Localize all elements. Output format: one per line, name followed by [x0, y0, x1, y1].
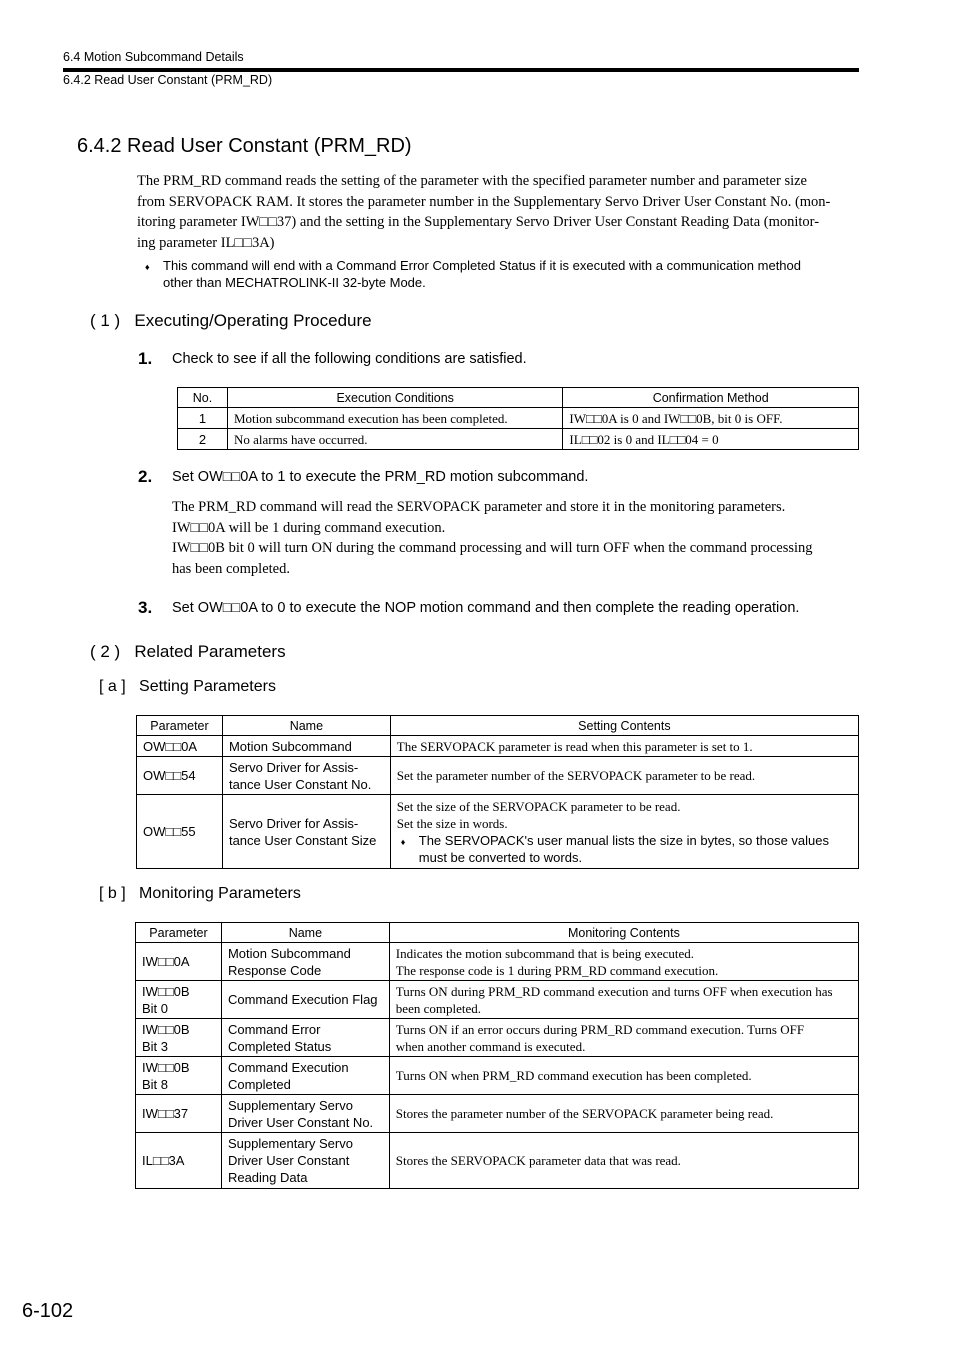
table-cell: 1 — [178, 408, 228, 429]
table-header: Parameter — [137, 716, 223, 736]
step2-detail — [172, 497, 862, 579]
setting-parameters-table — [136, 715, 859, 869]
table-cell: IL□□02 is 0 and IL□□04 = 0 — [563, 429, 859, 450]
name-line: Supplementary Servo — [227, 1097, 353, 1113]
name-cell: Motion Subcommand — [222, 736, 390, 757]
name-line: Supplementary Servo — [227, 1136, 353, 1151]
name-line: Completed Status — [227, 1038, 332, 1054]
name-cell — [221, 1019, 389, 1057]
param-cell: IL□□3A — [136, 1133, 222, 1189]
table-row — [136, 943, 859, 981]
table-header: Parameter — [136, 923, 222, 943]
name-cell — [222, 757, 390, 795]
name-line: Response Code — [227, 962, 322, 978]
step-text: Check to see if all the following conditions are satisfied. — [172, 351, 527, 367]
contents-cell — [389, 981, 858, 1019]
intro-line: The PRM_RD command reads the setting of the parameter with the specified parameter number and parameter size — [137, 173, 807, 189]
execution-conditions-table — [177, 387, 859, 450]
name-line: Servo Driver for Assis- — [228, 759, 359, 775]
step-number: 3. — [138, 598, 153, 617]
detail-line: The PRM_RD command will read the SERVOPACK parameter and store it in the monitoring parameters. — [172, 499, 786, 515]
name-cell — [221, 943, 389, 981]
table-header: Execution Conditions — [227, 388, 562, 408]
param-line: IW□□0B — [142, 1021, 190, 1037]
contents-cell: Turns ON when PRM_RD command execution has been completed. — [389, 1057, 858, 1095]
param-cell — [136, 981, 222, 1019]
monitoring-parameters-heading: [ b ] Monitoring Parameters — [99, 885, 301, 902]
param-line: Bit 8 — [142, 1076, 169, 1092]
table-cell: 2 — [178, 429, 228, 450]
note-line: must be converted to words. — [418, 849, 583, 865]
detail-line: IW□□0A will be 1 during command execution. — [172, 519, 446, 536]
section1-heading: ( 1 ) Executing/Operating Procedure — [90, 311, 372, 330]
bullet-icon: ♦ — [145, 262, 150, 272]
table-row — [136, 1095, 859, 1133]
section2-heading: ( 2 ) Related Parameters — [90, 642, 286, 661]
note-line: The SERVOPACK's user manual lists the size in bytes, so those values — [418, 832, 830, 848]
intro-line: ing parameter IL□□3A) — [137, 234, 275, 251]
contents-line: Set the size in words. — [396, 815, 508, 831]
table-row — [136, 1057, 859, 1095]
table-header: Name — [222, 716, 390, 736]
table-row — [137, 757, 859, 795]
name-line: Motion Subcommand — [227, 945, 351, 961]
contents-line: Set the size of the SERVOPACK parameter to be read. — [396, 798, 681, 814]
table-row — [136, 1133, 859, 1189]
name-line: Driver User Constant No. — [227, 1114, 374, 1130]
param-line: Bit 3 — [142, 1038, 169, 1054]
name-line: Command Error — [227, 1021, 321, 1037]
name-line: tance User Constant Size — [228, 832, 377, 848]
name-line: Completed — [227, 1076, 291, 1092]
running-header-subsection: 6.4.2 Read User Constant (PRM_RD) — [63, 73, 273, 87]
header-rule — [63, 68, 859, 72]
table-cell: Motion subcommand execution has been completed. — [227, 408, 562, 429]
running-header-section: 6.4 Motion Subcommand Details — [63, 50, 244, 64]
table-row — [137, 795, 859, 869]
table-cell: No alarms have occurred. — [227, 429, 562, 450]
contents-line: Turns ON if an error occurs during PRM_RD command execution. Turns OFF — [395, 1021, 805, 1037]
name-line: tance User Constant No. — [228, 776, 372, 792]
table-header-row — [137, 716, 859, 736]
table-header: No. — [178, 388, 228, 408]
bullet-icon: ♦ — [400, 836, 406, 847]
table-cell: IW□□0A is 0 and IW□□0B, bit 0 is OFF. — [563, 408, 859, 429]
param-line: IW□□0B — [142, 1059, 190, 1075]
contents-cell — [390, 795, 858, 869]
note-line: This command will end with a Command Error Completed Status if it is executed with a communication method — [163, 258, 801, 273]
param-cell: IW□□37 — [136, 1095, 222, 1133]
param-line: Bit 0 — [142, 1000, 169, 1016]
table-row — [136, 981, 859, 1019]
table-header: Confirmation Method — [563, 388, 859, 408]
param-cell: OW□□54 — [137, 757, 223, 795]
intro-line: itoring parameter IW□□37) and the setting in the Supplementary Servo Driver User Constant Reading Data (monitor- — [137, 214, 820, 230]
contents-cell: The SERVOPACK parameter is read when this parameter is set to 1. — [390, 736, 858, 757]
page-title: 6.4.2 Read User Constant (PRM_RD) — [77, 135, 412, 157]
contents-line: when another command is executed. — [395, 1038, 586, 1054]
name-line: Reading Data — [227, 1170, 308, 1185]
step-text: Set OW□□0A to 1 to execute the PRM_RD motion subcommand. — [172, 469, 589, 485]
param-cell: OW□□55 — [137, 795, 223, 869]
table-row — [137, 736, 859, 757]
contents-line: Turns ON during PRM_RD command execution and turns OFF when execution has — [395, 983, 833, 999]
table-row — [178, 408, 859, 429]
name-line: Command Execution — [227, 1059, 349, 1075]
detail-line: IW□□0B bit 0 will turn ON during the command processing and will turn OFF when the command processing — [172, 540, 813, 556]
name-cell — [222, 795, 390, 869]
table-header-row — [136, 923, 859, 943]
monitoring-parameters-table — [135, 922, 859, 1189]
param-cell: OW□□0A — [137, 736, 223, 757]
table-row — [178, 429, 859, 450]
name-line: Servo Driver for Assis- — [228, 815, 359, 831]
contents-cell: Set the parameter number of the SERVOPACK parameter to be read. — [390, 757, 858, 795]
contents-line: The response code is 1 during PRM_RD command execution. — [395, 962, 719, 978]
table-header: Monitoring Contents — [389, 923, 858, 943]
step-number: 1. — [138, 349, 153, 368]
contents-cell: Stores the SERVOPACK parameter data that was read. — [389, 1133, 858, 1189]
contents-note — [397, 832, 852, 866]
param-line: IW□□0B — [142, 983, 190, 999]
page-number: 6-102 — [22, 1300, 74, 1322]
table-row — [136, 1019, 859, 1057]
name-cell — [221, 1057, 389, 1095]
table-header: Name — [221, 923, 389, 943]
param-cell — [136, 1057, 222, 1095]
note-line: other than MECHATROLINK-II 32-byte Mode. — [163, 275, 426, 290]
intro-line: from SERVOPACK RAM. It stores the parameter number in the Supplementary Servo Driver User Constant No. (mon- — [137, 193, 831, 210]
contents-cell — [389, 1019, 858, 1057]
setting-parameters-heading: [ a ] Setting Parameters — [99, 678, 276, 695]
contents-line: been completed. — [395, 1000, 481, 1016]
name-cell — [221, 1095, 389, 1133]
name-line: Driver User Constant — [227, 1153, 350, 1168]
intro-paragraph — [137, 171, 862, 253]
param-cell: IW□□0A — [136, 943, 222, 981]
intro-note — [145, 257, 865, 291]
name-cell — [221, 1133, 389, 1189]
detail-line: has been completed. — [172, 560, 290, 577]
table-header-row — [178, 388, 859, 408]
contents-cell — [389, 943, 858, 981]
step-text: Set OW□□0A to 0 to execute the NOP motion command and then complete the reading operation. — [172, 600, 800, 616]
contents-line: Indicates the motion subcommand that is being executed. — [395, 945, 694, 961]
contents-cell: Stores the parameter number of the SERVOPACK parameter being read. — [389, 1095, 858, 1133]
name-cell: Command Execution Flag — [221, 981, 389, 1019]
param-cell — [136, 1019, 222, 1057]
step-number: 2. — [138, 467, 153, 486]
table-header: Setting Contents — [390, 716, 858, 736]
